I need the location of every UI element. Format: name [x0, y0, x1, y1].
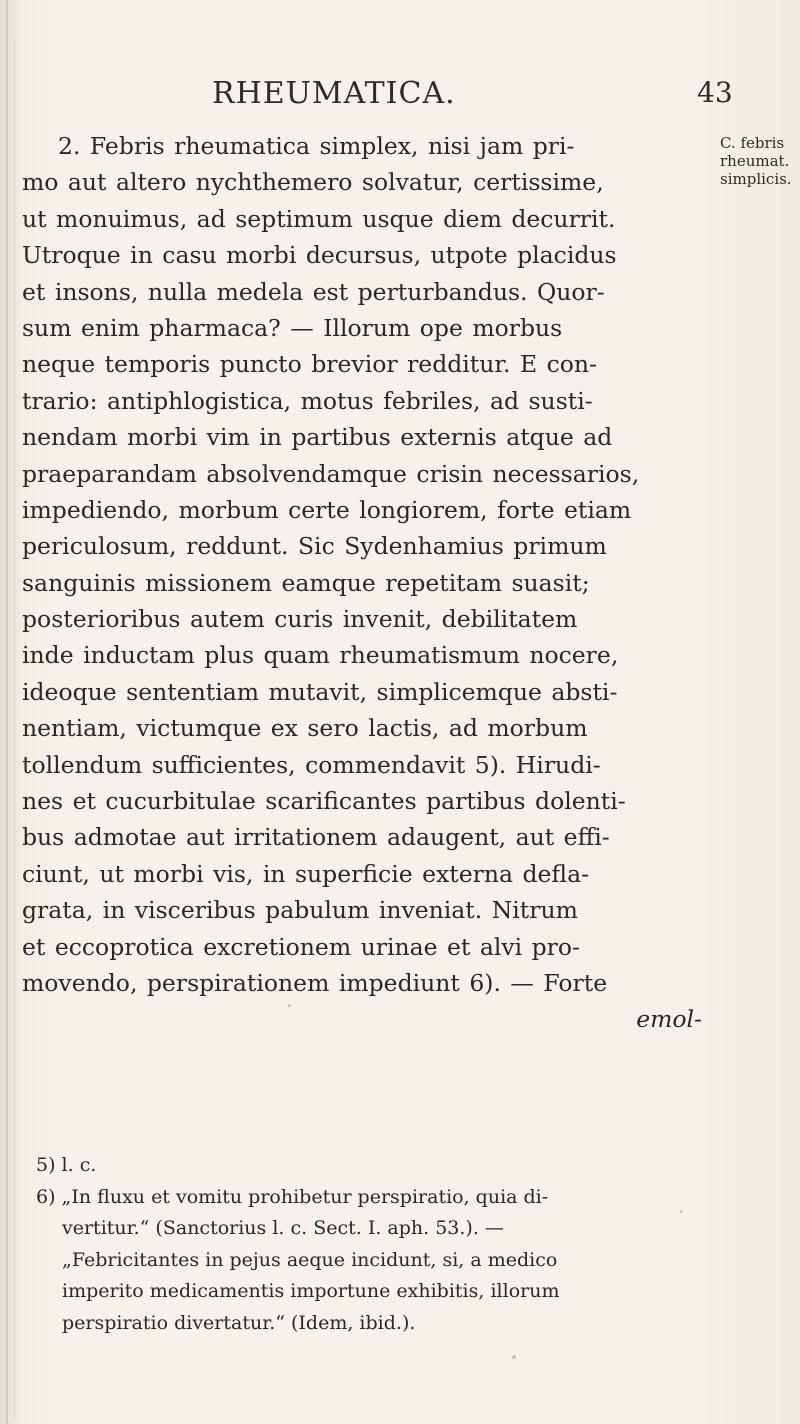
margin-note: [720, 134, 798, 188]
page-number: 43: [697, 76, 733, 109]
footnote-line: perspiratio divertatur.“ (Idem, ibid.).: [62, 1311, 416, 1334]
text-line: grata, in visceribus pabulum inveniat. Nitrum: [22, 896, 578, 925]
margin-note-line: rheumat.: [720, 152, 790, 170]
text-line: praeparandam absolvendamque crisin necessarios,: [22, 459, 640, 488]
text-line: 2. Febris rheumatica simplex, nisi jam pri-: [58, 132, 575, 160]
text-line: sum enim pharmaca? — Illorum ope morbus: [22, 313, 563, 342]
paper-speck: [512, 1355, 516, 1359]
text-line: ideoque sententiam mutavit, simplicemque absti-: [22, 677, 618, 706]
text-line: nendam morbi vim in partibus externis atque ad: [22, 423, 613, 452]
text-line: sanguinis missionem eamque repetitam suasit;: [22, 568, 590, 597]
margin-note-line: simplicis.: [720, 170, 792, 188]
text-line: ciunt, ut morbi vis, in superficie externa defla-: [22, 859, 590, 888]
text-line: nes et cucurbitulae scarificantes partibus dolenti-: [22, 787, 626, 816]
text-line: bus admotae aut irritationem adaugent, aut effi-: [22, 823, 610, 852]
text-line: impediendo, morbum certe longiorem, forte etiam: [22, 495, 632, 524]
running-head-title: RHEUMATICA.: [212, 76, 456, 111]
text-line: mo aut altero nychthemero solvatur, certissime,: [22, 168, 604, 197]
text-line: inde inductam plus quam rheumatismum nocere,: [22, 641, 619, 670]
text-line: Utroque in casu morbi decursus, utpote placidus: [22, 241, 617, 270]
paper-speck: [680, 1210, 683, 1213]
paper-speck: [288, 1004, 291, 1007]
text-line: periculosum, reddunt. Sic Sydenhamius primum: [22, 532, 607, 561]
running-head: [0, 76, 800, 116]
text-line: et insons, nulla medela est perturbandus. Quor-: [22, 277, 605, 306]
footnote-line: imperito medicamentis importune exhibitis, illorum: [62, 1280, 560, 1302]
text-line: ut monuimus, ad septimum usque diem decurrit.: [22, 204, 616, 233]
text-line: neque temporis puncto brevior redditur. E con-: [22, 350, 597, 379]
footnotes: [36, 1150, 736, 1339]
text-line: movendo, perspirationem impediunt 6). — Forte: [22, 968, 608, 997]
text-line: et eccoprotica excretionem urinae et alvi pro-: [22, 932, 580, 961]
text-line: trario: antiphlogistica, motus febriles, ad susti-: [22, 386, 593, 415]
footnote-line: vertitur.“ (Sanctorius l. c. Sect. I. aph. 53.). —: [62, 1217, 504, 1239]
footnote-line: 6) „In fluxu et vomitu prohibetur perspiratio, quia di-: [36, 1185, 549, 1208]
footnote-line: „Febricitantes in pejus aeque incidunt, si, a medico: [62, 1248, 558, 1271]
text-line: tollendum sufficientes, commendavit 5). Hirudi-: [22, 750, 601, 779]
footnote-line: 5) l. c.: [36, 1154, 97, 1176]
margin-note-line: C. febris: [720, 134, 785, 152]
gutter-shadow: [6, 0, 8, 1424]
body-text: [22, 128, 712, 1038]
text-line: posterioribus autem curis invenit, debilitatem: [22, 605, 578, 634]
text-line: nentiam, victumque ex sero lactis, ad morbum: [22, 714, 588, 743]
catchword: emol-: [636, 1005, 702, 1034]
gutter-fold: [14, 40, 15, 1420]
